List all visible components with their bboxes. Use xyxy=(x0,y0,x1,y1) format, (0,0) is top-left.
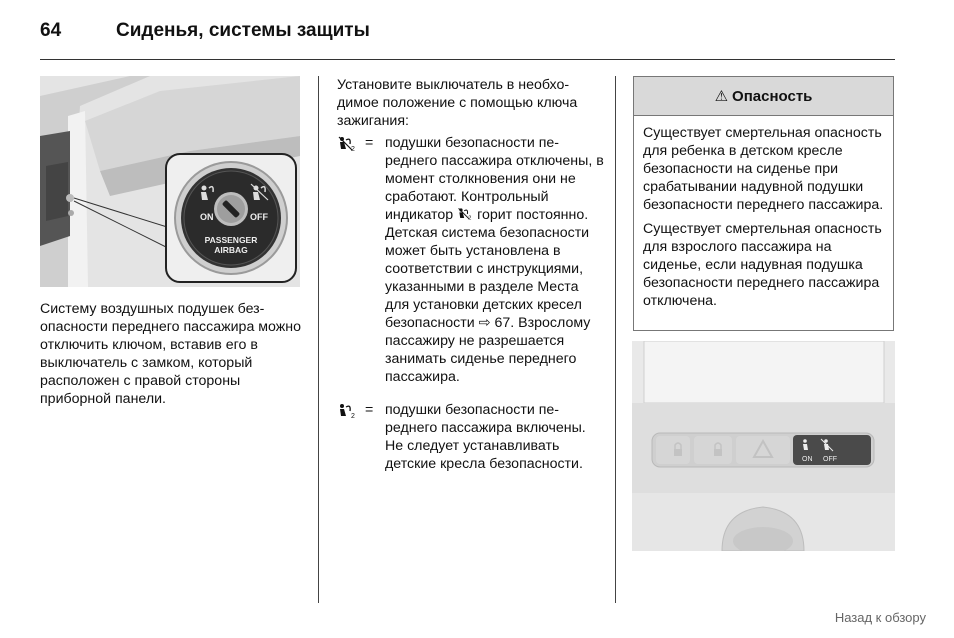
definition-text-part1: подушки безопасности переднего пассажира отключены, в момент столкновения они не сработают. Контрольный индикатор xyxy=(385,135,604,223)
svg-text:2: 2 xyxy=(351,146,355,152)
warning-title: Опасность xyxy=(732,87,813,105)
airbag-on-icon xyxy=(337,403,357,419)
definition-equals: = xyxy=(365,135,374,151)
airbag-off-icon xyxy=(337,136,357,152)
airbag-indicator-panel-photo xyxy=(632,341,895,551)
page-number: 64 xyxy=(40,20,62,41)
page-title: Сиденья, системы защиты xyxy=(116,20,370,41)
switch-airbag-label: AIRBAG xyxy=(214,245,248,255)
definition-equals: = xyxy=(365,402,374,418)
svg-text:2: 2 xyxy=(351,413,355,419)
switch-on-label: ON xyxy=(200,212,214,222)
warning-paragraph-child: Существует смертельная опасность для ребенка в детском кресле безопасности на сиденье при срабатывании надувной подушки безопасности переднего пассажира. xyxy=(643,125,884,213)
airbag-off-indicator-icon xyxy=(457,207,473,221)
column-divider-left xyxy=(318,76,319,603)
switch-passenger-label: PASSENGER xyxy=(204,235,258,245)
svg-text:2: 2 xyxy=(468,215,472,221)
definition-text: подушки безопасности переднего пассажира включены. Не следует устанавливать детские кресла безопасности. xyxy=(385,402,586,472)
header-divider xyxy=(40,59,895,60)
warning-paragraph-adult: Существует смертельная опасность для взрослого пассажира на сиденье, если надувная подушка безопасности переднего пассажира отключена. xyxy=(643,221,882,309)
indicator-on-label: ON xyxy=(802,456,813,463)
switch-instruction: Установите выключатель в необходимое положение с помощью ключа зажигания: xyxy=(337,77,578,129)
danger-warning-box xyxy=(633,76,894,331)
back-to-overview-link[interactable]: Назад к обзору xyxy=(834,610,926,625)
switch-off-label: OFF xyxy=(250,212,268,222)
definition-airbag-off xyxy=(337,134,607,386)
indicator-off-label: OFF xyxy=(823,456,837,463)
left-paragraph: Систему воздушных подушек безопасности переднего пассажира можно отключить ключом, вставив его в выключатель с замком, который расположен с правой стороны приборной панели. xyxy=(40,301,301,407)
definition-text-part2: горит постоянно. Детская система безопасности может быть установлена в соответствии с инструкциями, указанными в разделе Места для установки детских кресел безопасности xyxy=(385,207,590,331)
page-reference-arrow[interactable]: ⇨ xyxy=(478,315,491,331)
column-divider-right xyxy=(615,76,616,603)
warning-header xyxy=(634,77,893,116)
definition-text-part3: 67. Взрослому пассажиру не разрешается занимать сиденье переднего пассажира. xyxy=(385,315,591,385)
airbag-key-switch-photo xyxy=(40,76,300,287)
warning-triangle-icon: ⚠ xyxy=(714,88,729,105)
page-header xyxy=(40,18,895,50)
definition-airbag-on xyxy=(337,401,607,473)
